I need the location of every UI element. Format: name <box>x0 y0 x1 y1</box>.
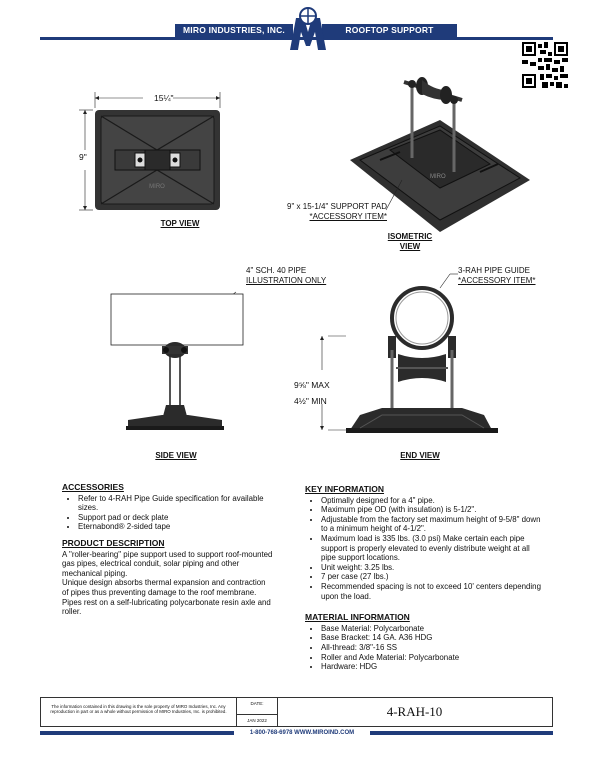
side-view-title: SIDE VIEW <box>155 451 197 460</box>
top-view-drawing <box>75 88 240 218</box>
accessories-heading: ACCESSORIES <box>62 482 124 492</box>
end-view-min-dim: 4½" MIN <box>294 396 327 406</box>
side-callout-line1: 4" SCH. 40 PIPE <box>246 266 307 275</box>
end-callout-line2: *ACCESSORY ITEM* <box>458 275 536 285</box>
right-text-column <box>305 485 545 672</box>
side-callout-line2: ILLUSTRATION ONLY <box>246 275 327 285</box>
list-item: • Base Bracket: 14 GA. A36 HDG <box>321 633 545 643</box>
end-view-max-dim: 9⅝" MAX <box>294 380 330 390</box>
isometric-view-title <box>380 232 440 251</box>
list-item: • 7 per case (27 lbs.) <box>321 572 545 582</box>
isometric-callout <box>271 202 387 221</box>
list-item: • Base Material: Polycarbonate <box>321 624 545 634</box>
date-value: JAN 2022 <box>237 714 277 723</box>
product-description-para: Unique design absorbs thermal expansion and contraction of pipes thus preventing damage to the roof membrane. <box>62 578 266 597</box>
end-view-drawing <box>300 270 520 448</box>
list-item: • Support pad or deck plate <box>78 513 274 523</box>
accessories-list <box>62 494 274 532</box>
top-view-height-dim: 9" <box>79 152 87 162</box>
footer-contact: 1-800-768-6978 WWW.MIROIND.COM <box>234 728 370 738</box>
list-item: • All-thread: 3/8"-16 SS <box>321 643 545 653</box>
date-cell <box>237 698 278 726</box>
key-information-heading: KEY INFORMATION <box>305 484 385 494</box>
key-information-list <box>305 496 545 602</box>
drawing-number: 4-RAH-10 <box>386 704 443 719</box>
top-view-title: TOP VIEW <box>160 219 200 228</box>
list-item: • Optimally designed for a 4" pipe. <box>321 496 545 506</box>
end-view-callout <box>458 266 558 285</box>
product-description-heading: PRODUCT DESCRIPTION <box>62 537 165 548</box>
isometric-title-line2: VIEW <box>399 241 421 251</box>
isometric-callout-line1: 9" x 15-1/4" SUPPORT PAD <box>287 202 387 211</box>
left-text-column <box>62 483 274 617</box>
list-item: • Roller and Axle Material: Polycarbonate <box>321 653 545 663</box>
miro-logo <box>288 6 328 52</box>
material-information-list <box>305 624 545 672</box>
material-information-heading: MATERIAL INFORMATION <box>305 612 410 623</box>
date-label: DATE: <box>250 701 264 706</box>
copyright-notice: The information contained in this drawing is the sole property of MIRO Industries, Inc. Any reproduction in part or as a whole without permission of MIRO Industries, Inc. is prohibited. <box>41 698 237 726</box>
header-tagline: ROOFTOP SUPPORT PRODUCTS <box>322 24 457 37</box>
isometric-title-line1: ISOMETRIC <box>387 232 433 241</box>
company-name: MIRO INDUSTRIES, INC. <box>175 24 293 37</box>
isometric-callout-line2: *ACCESSORY ITEM* <box>309 211 387 221</box>
end-view-title: END VIEW <box>400 451 440 460</box>
top-view-width-dim: 15¼" <box>154 93 174 103</box>
list-item: • Maximum pipe OD (with insulation) is 5-1/2". <box>321 505 545 515</box>
list-item: • Maximum load is 335 lbs. (3.0 psi) Make certain each pipe support is properly elevated to evenly distribute weight at all pipe support locations. <box>321 534 545 563</box>
title-block <box>40 697 553 727</box>
list-item: • Adjustable from the factory set maximum height of 9-5/8" down to a minimum height of 4-1/2". <box>321 515 545 534</box>
list-item: • Hardware: HDG <box>321 662 545 672</box>
end-callout-line1: 3-RAH PIPE GUIDE <box>458 266 531 275</box>
svg-text:MIRO: MIRO <box>430 174 446 180</box>
product-description-para: Pipes rest on a self-lubricating polycarbonate resin axle and roller. <box>62 597 271 617</box>
svg-text:MIRO: MIRO <box>149 184 165 190</box>
list-item: • Recommended spacing is not to exceed 10' centers depending upon the load. <box>321 582 545 601</box>
product-description-para: A "roller-bearing" pipe support used to support roof-mounted gas pipes, electrical conduit, solar piping and other mechanical piping. <box>62 549 273 578</box>
side-view-drawing <box>108 270 248 445</box>
list-item: • Refer to 4-RAH Pipe Guide specification for available sizes. <box>78 494 274 513</box>
list-item: • Eternabond® 2-sided tape <box>78 522 274 532</box>
list-item: • Unit weight: 3.25 lbs. <box>321 563 545 573</box>
